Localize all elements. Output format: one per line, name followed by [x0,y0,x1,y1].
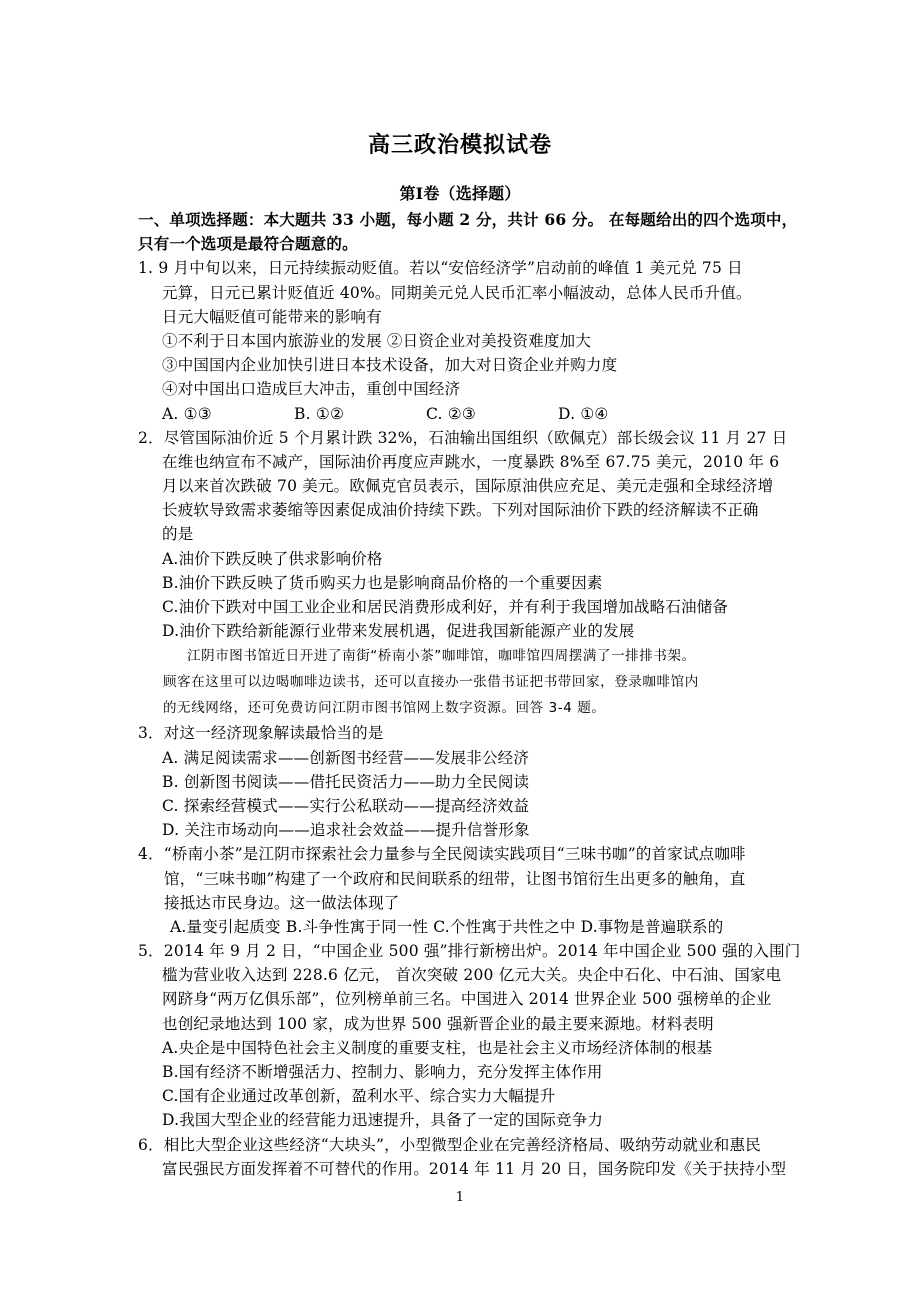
material-paragraph-cont: 顾客在这里可以边喝咖啡边读书，还可以直接办一张借书证把书带回家，登录咖啡馆内 [163,674,699,691]
question-1-options [138,402,788,426]
section-subtitle: 第Ⅰ卷（选择题） [399,184,521,203]
question-2-option-a: A.油价下跌反映了供求影响价格 [162,549,383,568]
question-2-stem-cont: 在维也纳宣布不减产，国际油价再度应声跳水，一度暴跌 8%至 67.75 美元，2010 年 6 [162,452,780,471]
question-5-stem-cont: 网跻身“两万亿俱乐部”，位列榜单前三名。中国进入 2014 世界企业 500 强榜单的企业 [162,990,772,1009]
section-instructions-cont: 只有一个选项是最符合题意的。 [138,234,358,254]
question-2-option-b: B.油价下跌反映了货币购买力也是影响商品价格的一个重要因素 [162,573,603,592]
question-2-stem-cont: 长疲软导致需求萎缩等因素促成油价持续下跌。下列对国际油价下跌的经济解读不正确 [162,501,759,520]
question-1-stem-cont: 日元大幅贬值可能带来的影响有 [162,307,382,326]
material-paragraph: 江阴市图书馆近日开进了南街“桥南小茶”咖啡馆，咖啡馆四周摆满了一排排书架。 [187,648,696,665]
question-1-stem-cont: 元算，日元已累计贬值近 40%。同期美元兑人民币汇率小幅波动，总体人民币升值。 [162,283,752,302]
material-paragraph-cont: 的无线网络，还可免费访问江阴市图书馆网上数字资源。回答 3-4 题。 [163,700,606,717]
question-2-stem-cont: 月以来首次跌破 70 美元。欧佩克官员表示，国际原油供应充足、美元走强和全球经济增 [162,477,774,496]
question-6-stem: 6．相比大型企业这些经济“大块头”，小型微型企业在完善经济格局、吸纳劳动就业和惠民 [138,1135,761,1154]
question-5-stem-cont: 槛为营业收入达到 228.6 亿元， 首次突破 200 亿元大关。央企中石化、中石油、国家电 [162,966,782,985]
question-4-stem-cont: 馆，“三味书咖”构建了一个政府和民间联系的纽带，让图书馆衍生出更多的触角，直 [164,869,746,888]
question-2-option-d: D.油价下跌给新能源行业带来发展机遇，促进我国新能源产业的发展 [162,622,635,641]
option-a: A. ①③ [162,404,212,423]
question-5-stem: 5．2014 年 9 月 2 日，“中国企业 500 强”排行新榜出炉。2014 年中国企业 500 强的入围门 [138,942,801,961]
question-2-stem-cont: 的是 [162,525,194,544]
question-2-stem: 2．尽管国际油价近 5 个月累计跌 32%，石油输出国组织（欧佩克）部长级会议 11 月 27 日 [138,428,788,447]
section-instructions: 一、单项选择题：本大题共 33 小题，每小题 2 分，共计 66 分。 在每题给出的四个选项中， [138,210,798,229]
question-5-option-d: D.我国大型企业的经营能力迅速提升，具备了一定的国际竞争力 [162,1111,604,1130]
question-5-option-a: A.央企是中国特色社会主义制度的重要支柱，也是社会主义市场经济体制的根基 [162,1038,713,1057]
option-d: D. ①④ [558,404,609,423]
question-4-stem-cont: 接抵达市民身边。这一做法体现了 [164,893,400,912]
question-4-options: A.量变引起质变 B.斗争性寓于同一性 C.个性寓于共性之中 D.事物是普遍联系的 [170,917,724,936]
question-5-option-b: B.国有经济不断增强活力、控制力、影响力，充分发挥主体作用 [162,1063,603,1081]
question-3-option-b: B. 创新图书阅读——借托民资活力——助力全民阅读 [162,772,530,791]
question-1-stem: 1. 9 月中旬以来，日元持续振动贬值。若以“安倍经济学”启动前的峰值 1 美元兑 75 日 [138,259,743,278]
exam-content [138,208,801,1181]
option-b: B. ①② [294,404,345,423]
option-c: C. ②③ [426,404,476,423]
page-number: 1 [455,1190,465,1205]
question-1-statement: ③中国国内企业加快引进日本技术设备，加大对日资企业并购力度 [162,356,618,375]
question-3-option-c: C. 探索经营模式——实行公私联动——提高经济效益 [162,796,530,815]
question-3-stem: 3．对这一经济现象解读最恰当的是 [138,724,384,743]
question-2-option-c: C.油价下跌对中国工业企业和居民消费形成利好，并有利于我国增加战略石油储备 [162,598,729,616]
question-3-option-d: D. 关注市场动向——追求社会效益——提升信誉形象 [162,821,530,840]
question-6-stem-cont: 富民强民方面发挥着不可替代的作用。2014 年 11 月 20 日，国务院印发《关于扶持小型 [162,1159,787,1178]
question-1-statement: ④对中国出口造成巨大冲击，重创中国经济 [162,380,461,399]
question-4-stem: 4．“桥南小茶”是江阴市探索社会力量参与全民阅读实践项目“三味书咖”的首家试点咖啡 [138,845,746,864]
exam-title: 高三政治模拟试卷 [367,132,552,158]
question-5-stem-cont: 也创纪录地达到 100 家，成为世界 500 强新晋企业的最主要来源地。材料表明 [162,1014,714,1033]
question-5-option-c: C.国有企业通过改革创新，盈利水平、综合实力大幅提升 [162,1087,556,1106]
question-3-option-a: A. 满足阅读需求——创新图书经营——发展非公经济 [162,748,530,767]
question-1-statement: ①不利于日本国内旅游业的发展 ②日资企业对美投资难度加大 [162,331,592,350]
